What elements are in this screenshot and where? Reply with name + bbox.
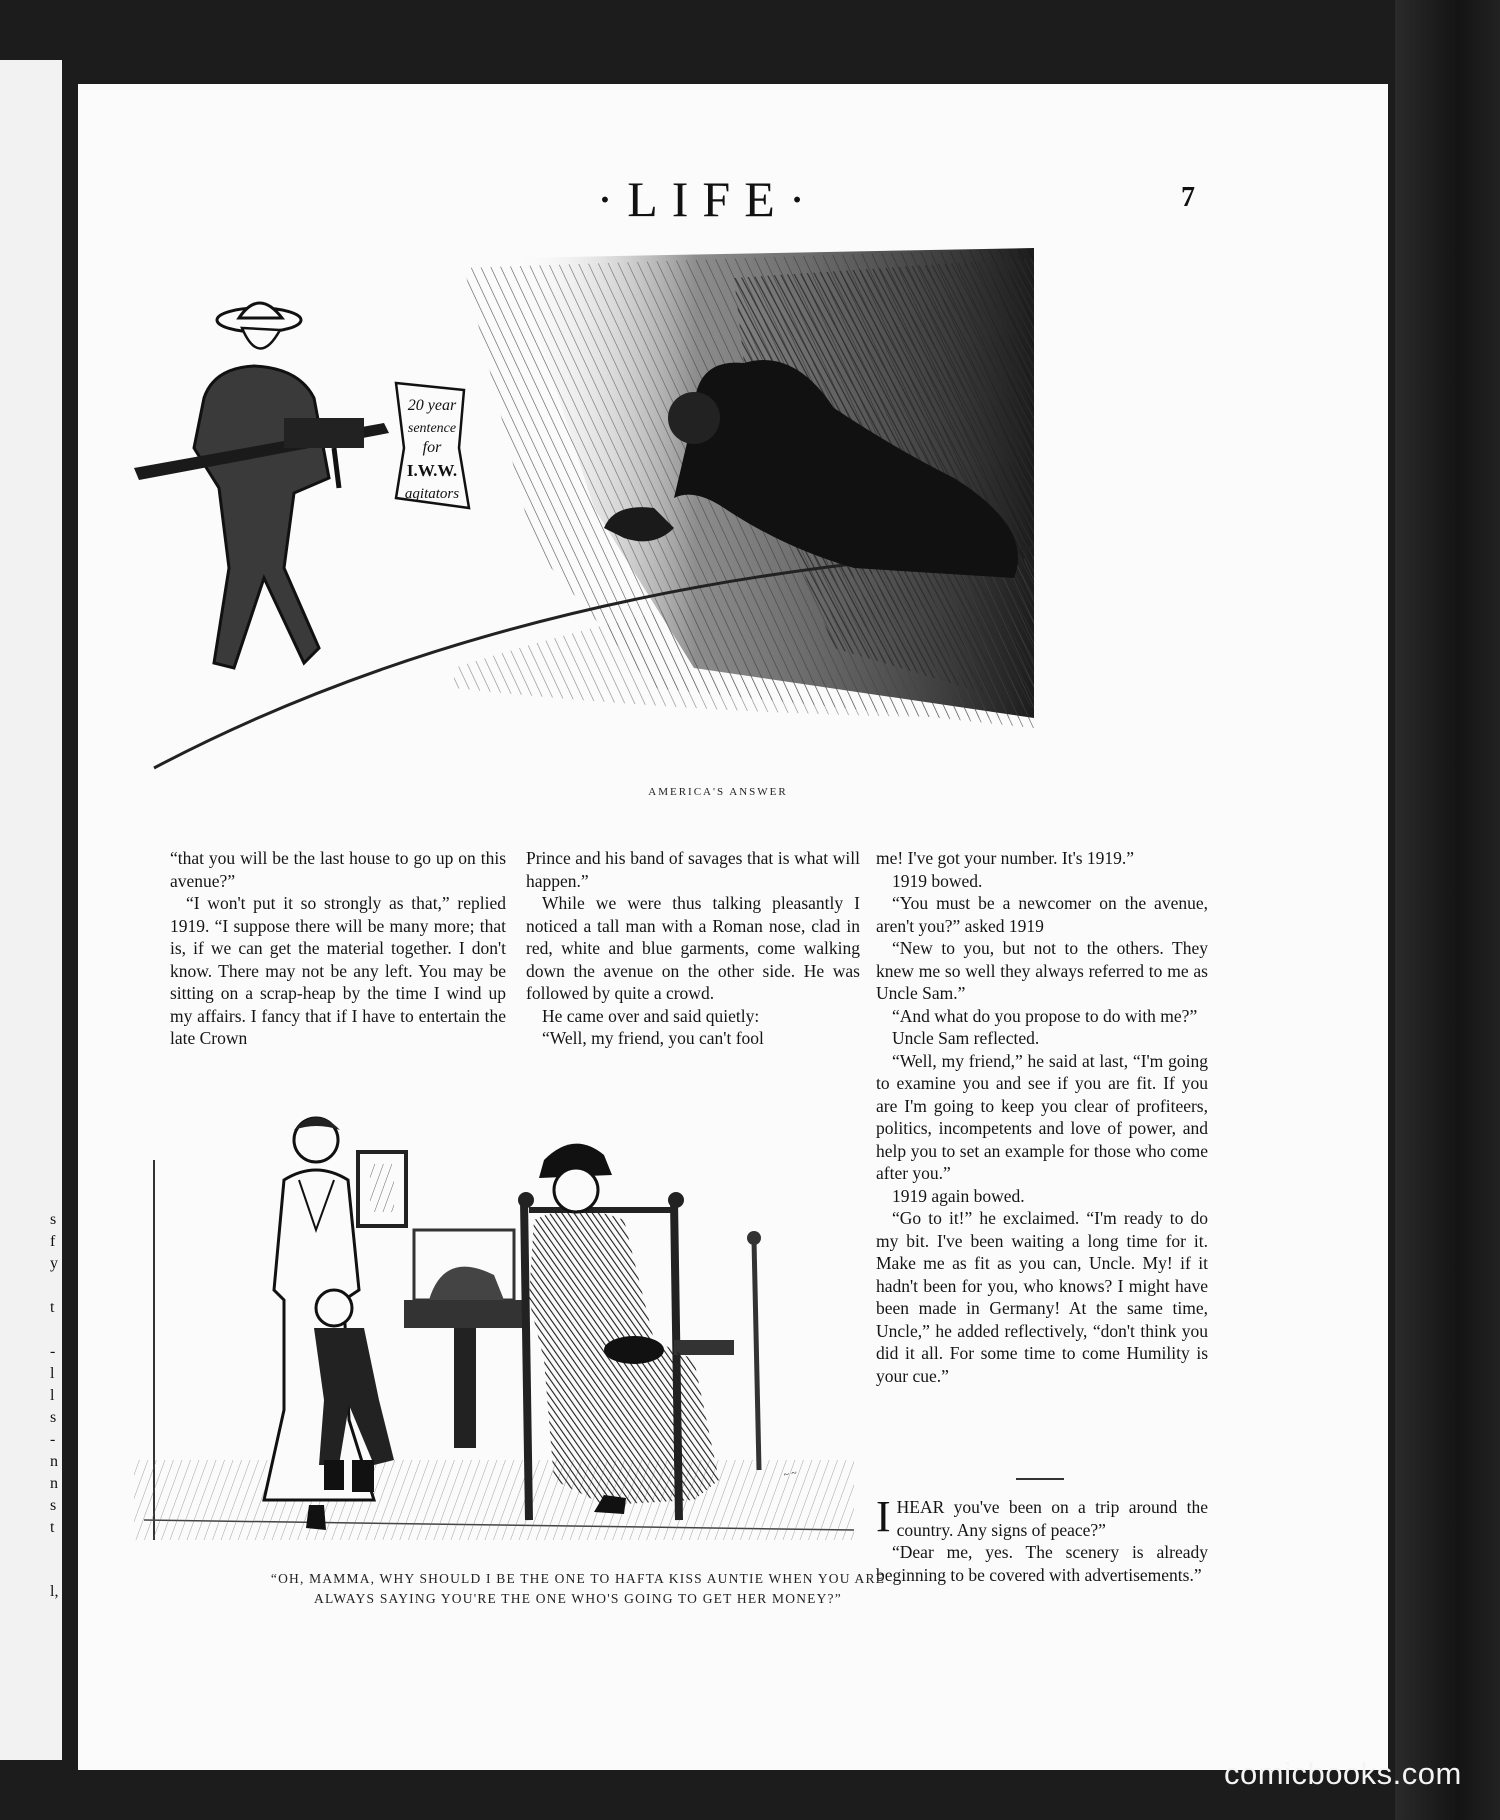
- prev-page-fragment: s: [50, 1497, 57, 1514]
- prev-page-fragment: y: [50, 1255, 58, 1272]
- prev-page-fragment: s: [50, 1409, 57, 1426]
- svg-text:~ ~: ~ ~: [782, 1467, 798, 1481]
- prev-page-fragment: t: [50, 1519, 55, 1536]
- auntie-cartoon: [134, 1100, 874, 1560]
- joke-paragraph: [876, 1492, 1208, 1541]
- joke-line: “Dear me, yes. The scenery is already beginning to be covered with advertisements.”: [876, 1542, 1208, 1585]
- poster-text: I.W.W.: [406, 461, 458, 480]
- paragraph: Uncle Sam reflected.: [892, 1028, 1040, 1048]
- paragraph: “I won't put it so strongly as that,” replied 1919. “I suppose there will be many more; that is, if we can get the material together. I don't know. There may not be any left. You may be sitting on a scrap-heap by the time I wind up my affairs. I fancy that if I have to entertain the late Crown: [170, 893, 506, 1048]
- paragraph: While we were thus talking pleasantly I noticed a tall man with a Roman nose, clad in red, white and blue garments, come walking down the avenue on the other side. He was followed by quite a crowd.: [526, 893, 860, 1003]
- prev-page-fragment: l: [50, 1387, 55, 1404]
- watermark: comicbooks.com: [1224, 1756, 1462, 1791]
- bottom-cartoon-caption: “OH, MAMMA, WHY SHOULD I BE THE ONE TO HAFTA KISS AUNTIE WHEN YOU ARE ALWAYS SAYING YOU'RE THE ONE WHO'S GOING TO GET HER MONEY?”: [270, 1571, 886, 1606]
- top-cartoon-caption: AMERICA'S ANSWER: [648, 786, 788, 798]
- text-column-2: [526, 847, 860, 1050]
- previous-page-edge: [0, 60, 62, 1760]
- scan-background: [1395, 0, 1500, 1820]
- joke-block: [876, 1492, 1208, 1586]
- paragraph: “that you will be the last house to go up on this avenue?”: [170, 848, 506, 891]
- text-column-1: [170, 847, 506, 1050]
- magazine-title: ·LIFE·: [596, 171, 820, 227]
- prev-page-fragment: -: [50, 1343, 56, 1360]
- prev-page-fragment: n: [50, 1453, 58, 1470]
- text-column-3: [876, 847, 1208, 1387]
- prev-page-fragment: t: [50, 1299, 55, 1316]
- paragraph: He came over and said quietly:: [542, 1005, 760, 1026]
- prev-page-fragment: l: [50, 1365, 55, 1382]
- paragraph: “You must be a newcomer on the avenue, aren't you?” asked 1919: [876, 893, 1208, 936]
- poster-text: agitators: [404, 486, 460, 502]
- paragraph: 1919 again bowed.: [892, 1185, 1025, 1206]
- paragraph: “Go to it!” he exclaimed. “I'm ready to do my bit. I've been waiting a long time for it. Make me as fit as you can, Uncle. My! if it hadn't been for you, who knows? I might have been made in Germany! At the same time, Uncle,” he added reflectively, “don't think you did it all. For some time to come Humility is your cue.”: [876, 1208, 1208, 1386]
- poster-text: 20 year: [407, 397, 457, 414]
- paragraph: Prince and his band of savages that is what will happen.”: [526, 848, 860, 891]
- page-number: 7: [1181, 182, 1195, 213]
- prev-page-fragment: f: [50, 1233, 56, 1250]
- paragraph: “Well, my friend,” he said at last, “I'm going to examine you and see if you are fit. If you are I'm going to keep you clear of profiteers, politics, incompetents and love of power, and help you to set an example for those who come after you.”: [876, 1050, 1208, 1183]
- drop-cap: I: [876, 1492, 891, 1541]
- joke-line: HEAR you've been on a trip around the country. Any signs of peace?”: [896, 1497, 1208, 1540]
- prev-page-fragment: s: [50, 1211, 57, 1228]
- paragraph: 1919 bowed.: [892, 870, 983, 891]
- section-divider: [1016, 1478, 1064, 1480]
- paragraph: “New to you, but not to the others. They knew me so well they always referred to me as Uncle Sam.”: [876, 938, 1208, 1003]
- magazine-page: [78, 84, 1388, 1770]
- poster-text: sentence: [407, 421, 457, 436]
- prev-page-fragment: l,: [50, 1583, 59, 1600]
- paragraph: “Well, my friend, you can't fool: [542, 1028, 764, 1048]
- paragraph: me! I've got your number. It's 1919.”: [876, 848, 1135, 868]
- prev-page-fragment: n: [50, 1475, 58, 1492]
- prev-page-fragment: -: [50, 1431, 56, 1448]
- poster-text: for: [422, 439, 442, 456]
- americas-answer-cartoon: [134, 248, 1284, 778]
- paragraph: “And what do you propose to do with me?”: [892, 1005, 1198, 1026]
